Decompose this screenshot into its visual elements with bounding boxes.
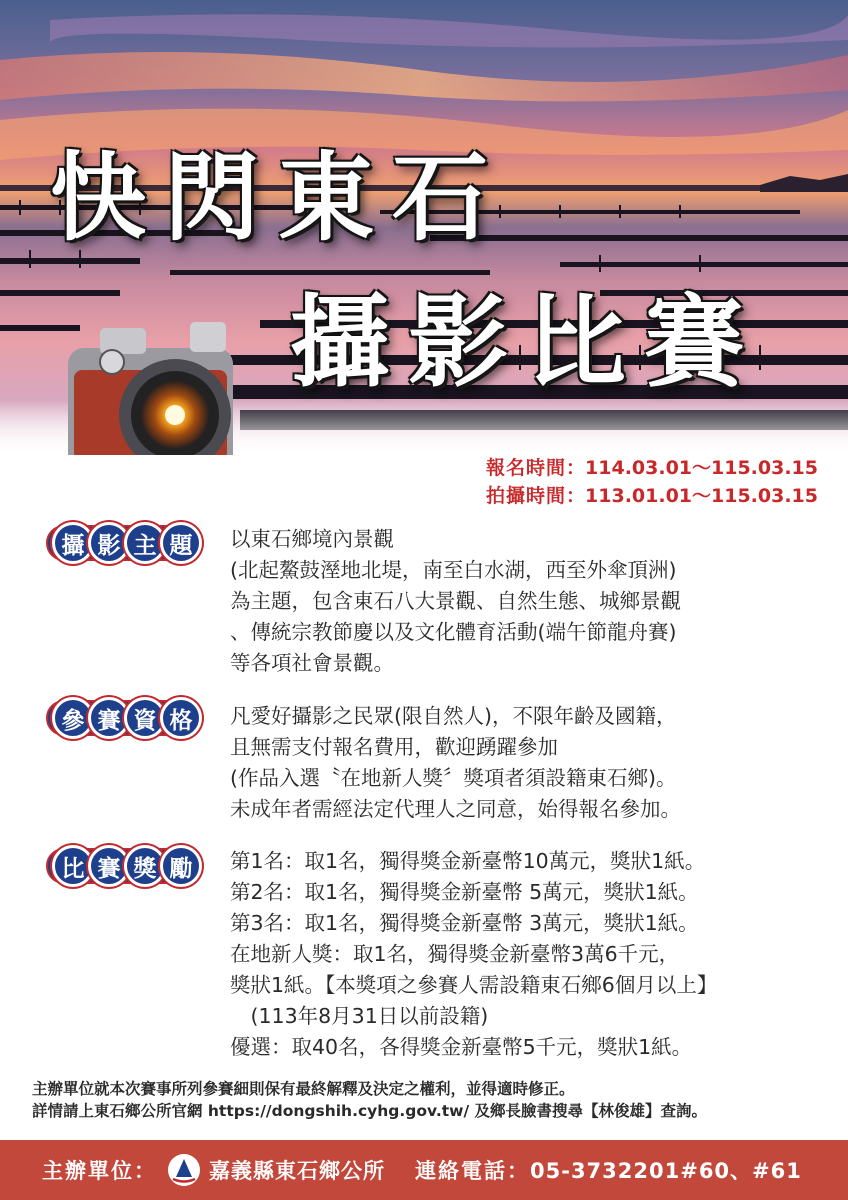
body-line: 凡愛好攝影之民眾(限自然人)，不限年齡及國籍，: [230, 704, 677, 728]
footnote: [32, 1078, 832, 1122]
body-line: 第3名：取1名，獨得獎金新臺幣 3萬元，獎狀1紙。: [230, 911, 699, 935]
body-line: (作品入選〝在地新人獎〞獎項者須設籍東石鄉)。: [230, 766, 677, 790]
body-line: (北起鰲鼓溼地北堤，南至白水湖，西至外傘頂洲): [230, 558, 677, 582]
badge-char: 勵: [160, 845, 202, 887]
badge-char: 格: [160, 697, 202, 739]
badge-char: 主: [124, 522, 166, 564]
phone-label: 連絡電話：: [415, 1159, 530, 1183]
township-logo-icon: [167, 1151, 201, 1189]
badge-char: 影: [88, 522, 130, 564]
registration-label: 報名時間: [486, 457, 567, 479]
section-badge-theme: [52, 522, 196, 564]
organizer-label: 主辦單位：: [42, 1159, 157, 1183]
title-line-2: 攝影比賽: [290, 283, 762, 401]
body-line: 未成年者需經法定代理人之同意，始得報名參加。: [230, 797, 681, 821]
body-line: 獎狀1紙。【本獎項之參賽人需設籍東石鄉6個月以上】: [230, 973, 718, 997]
body-line: 優選：取40名，各得獎金新臺幣5千元，獎狀1紙。: [230, 1035, 693, 1059]
section-body-awards: [230, 846, 828, 1063]
phone-number: 05-3732201#60、#61: [530, 1159, 802, 1183]
body-line: 以東石鄉境內景觀: [230, 527, 394, 551]
registration-value: ：114.03.01～115.03.15: [566, 457, 818, 479]
body-line: 、傳統宗教節慶以及文化體育活動(端午節龍舟賽): [230, 620, 677, 644]
body-line: 第2名：取1名，獨得獎金新臺幣 5萬元，獎狀1紙。: [230, 880, 699, 904]
organizer-name: 嘉義縣東石鄉公所: [209, 1159, 385, 1183]
registration-period: [486, 454, 818, 482]
badge-char: 題: [160, 522, 202, 564]
body-line: 等各項社會景觀。: [230, 651, 394, 675]
badge-char: 比: [52, 845, 94, 887]
body-line: (113年8月31日以前設籍): [230, 1004, 489, 1028]
footnote-website: 詳情請上東石鄉公所官網 https://dongshih.cyhg.gov.tw/ 及鄉長臉書搜尋【林俊雄】查詢。: [32, 1102, 708, 1120]
section-body-theme: [230, 524, 828, 679]
badge-char: 獎: [124, 845, 166, 887]
badge-char: 賽: [88, 697, 130, 739]
body-line: 且無需支付報名費用，歡迎踴躍參加: [230, 735, 558, 759]
badge-char: 攝: [52, 522, 94, 564]
footer-bar: [0, 1140, 848, 1200]
body-line: 在地新人獎：取1名，獨得獎金新臺幣3萬6千元，: [230, 942, 680, 966]
body-line: 第1名：取1名，獨得獎金新臺幣10萬元，獎狀1紙。: [230, 849, 706, 873]
date-block: [486, 454, 818, 510]
badge-char: 賽: [88, 845, 130, 887]
shooting-value: ：113.01.01～115.03.15: [566, 485, 818, 507]
body-line: 為主題，包含東石八大景觀、自然生態、城鄉景觀: [230, 589, 681, 613]
title-line-1: 快閃東石: [50, 141, 506, 254]
shooting-period: [486, 482, 818, 510]
section-badge-eligibility: [52, 697, 196, 739]
badge-char: 資: [124, 697, 166, 739]
shooting-label: 拍攝時間: [486, 485, 567, 507]
footnote-rights: 主辦單位就本次賽事所列參賽細則保有最終解釋及決定之權利，並得適時修正。: [32, 1080, 575, 1098]
section-body-eligibility: [230, 701, 828, 825]
badge-char: 參: [52, 697, 94, 739]
section-badge-awards: [52, 845, 196, 887]
